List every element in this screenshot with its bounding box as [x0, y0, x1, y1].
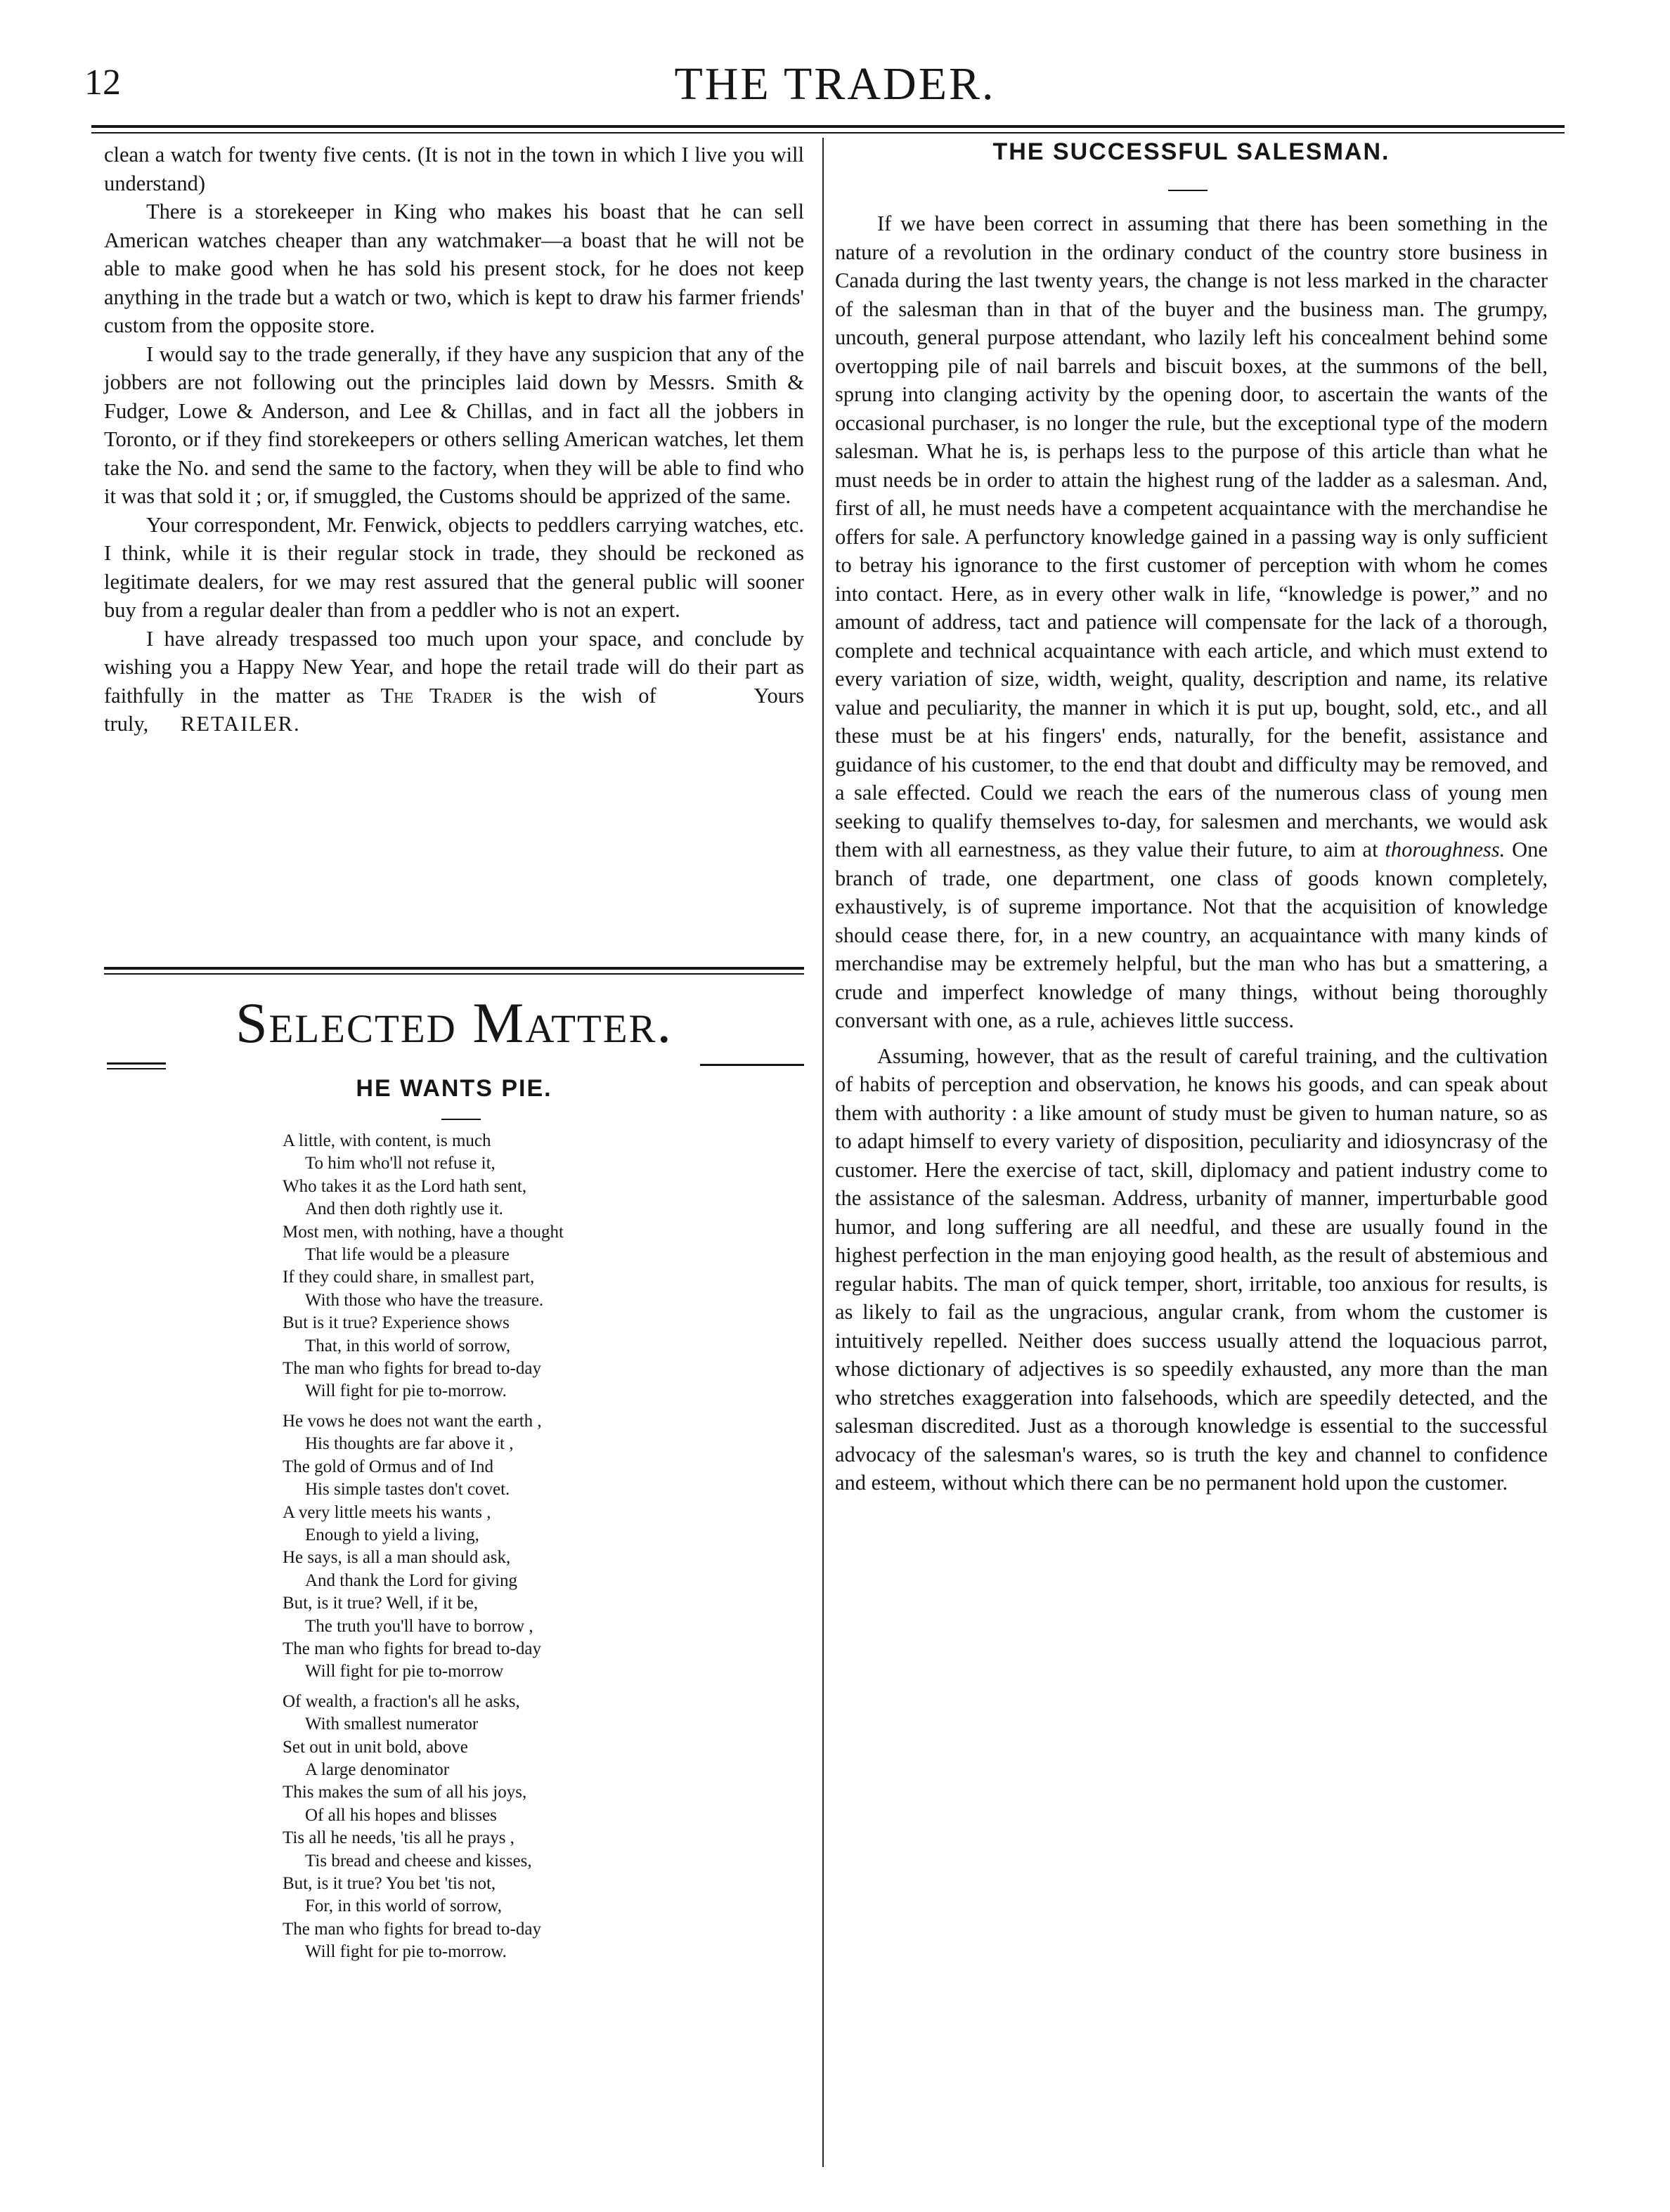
poem-line: Enough to yield a living, [305, 1525, 479, 1544]
header-rule [91, 125, 1565, 128]
letter-paragraph: I would say to the trade generally, if they have any suspicion that any of the jobbers are not following out the principles laid down by Messrs. Smith & Fudger, Lowe & Anderson, and Lee & Chillas, and in fact all the jobbers in Toronto, or if they find storekeepers or others selling American watches, let them take the No. and send the same to the factory, when they will be able to find who it was that sold it ; or, if smuggled, the Customs should be apprized of the same. [104, 341, 804, 508]
poem-line: With smallest numerator [305, 1715, 479, 1734]
poem-line: But is it true? Experience shows [283, 1313, 510, 1333]
title-rule [1168, 190, 1208, 191]
closing-yours: Yours truly, [104, 683, 805, 736]
poem-stanza [283, 1130, 775, 1403]
poem-stanza [283, 1691, 775, 1964]
poem-line: Will fight for pie to-morrow [305, 1662, 504, 1681]
poem-line: He says, is all a man should ask, [283, 1548, 511, 1568]
section-rule-thin [104, 973, 804, 975]
poem-line: For, in this world of sorrow, [305, 1897, 503, 1916]
closing-trader: The Trader [380, 683, 493, 708]
header-rule-thin [91, 132, 1565, 134]
poem-line: But, is it true? Well, if it be, [283, 1594, 479, 1613]
poem [283, 1130, 775, 1971]
poem-line: Will fight for pie to-morrow. [305, 1942, 507, 1962]
poem-line: Will fight for pie to-morrow. [305, 1381, 507, 1401]
closing-text: I have already trespassed too much upon your space, and conclude by wishing you a Happy New Year, and hope the retail trade will do their part as faithfully in the matter as [104, 626, 804, 708]
poem-line: The gold of Ormus and of Ind [283, 1457, 493, 1476]
signature: RETAILER. [181, 712, 301, 736]
page-number: 12 [84, 63, 121, 103]
selected-matter-heading: Selected Matter. [235, 991, 673, 1055]
poem-line: With those who have the treasure. [305, 1290, 544, 1310]
poem-line: His thoughts are far above it , [305, 1434, 514, 1454]
poem-line: And then doth rightly use it. [305, 1199, 503, 1219]
poem-line: That life would be a pleasure [305, 1245, 510, 1265]
poem-line: Who takes it as the Lord hath sent, [283, 1176, 527, 1196]
poem-line: Tis all he needs, 'tis all he prays , [283, 1828, 514, 1848]
poem-line: A little, with content, is much [283, 1131, 491, 1150]
poem-line: He vows he does not want the earth , [283, 1411, 542, 1431]
poem-line: And thank the Lord for giving [305, 1570, 518, 1590]
closing-tail: is the wish of [508, 683, 656, 708]
ornament-dash [107, 1062, 166, 1065]
letter-closing [104, 625, 804, 739]
column-divider [822, 138, 824, 2167]
title-rule [441, 1119, 481, 1120]
article-body [835, 209, 1548, 1497]
poem-line: The truth you'll have to borrow , [305, 1616, 533, 1636]
poem-line: This makes the sum of all his joys, [283, 1783, 527, 1802]
paragraph-text: If we have been correct in assuming that there has been something in the nature of a revolution in the ordinary conduct of the country store business in Canada during the last twenty years, the change is not less marked in the character of the salesman than in that of the buyer and the business man. The grumpy, uncouth, general purpose attendant, who lazily left his concealment behind some overtopping pile of nail barrels and biscuit boxes, at the summons of the bell, sprung into clanging activity by the opening door, to ascertain the wants of the occasional purchaser, is no longer the rule, but the exceptional type of the modern salesman. What he is, is perhaps less to the purpose of this article than what he must needs be in order to attain the highest rung of the ladder as a salesman. And, first of all, he must needs have a competent acquaintance with the merchandise he offers for sale. A perfunctory knowledge gained in a passing way is only sufficient to betray his ignorance to the first customer of perception with whom he comes into contact. Here, as in every other walk in life, “knowledge is power,” and no amount of address, tact and patience will compensate for the lack of a thorough, complete and technical acquaintance with each article, and which must extend to every variation of size, width, weight, quality, description and name, its relative value and peculiarity, the manner in which it is put up, bought, sold, etc., and all these must be at his fingers' ends, naturally, for the benefit, assistance and guidance of his customer, to the end that doubt and difficulty may be removed, and a sale effected. Could we reach the ears of the numerous class of young men seeking to qualify themselves to-day, for salesmen and merchants, we would ask them with all earnestness, as they value their future, to aim at [835, 212, 1548, 861]
section-rule [104, 967, 804, 970]
poem-line: That, in this world of sorrow, [305, 1336, 511, 1355]
poem-line: But, is it true? You bet 'tis not, [283, 1874, 496, 1893]
poem-line: Set out in unit bold, above [283, 1737, 468, 1757]
letter-paragraph: There is a storekeeper in King who makes his boast that he can sell American watches cheaper than any watchmaker—a boast that he will not be able to make good when he has sold his present stock, for he does not keep anything in the trade but a watch or two, which is kept to draw his farmer friends' custom from the opposite store. [104, 200, 804, 337]
masthead-title: THE TRADER. [674, 58, 996, 110]
poem-line: If they could share, in smallest part, [283, 1268, 535, 1287]
poem-line: Tis bread and cheese and kisses, [305, 1851, 532, 1871]
emphasis-text: thoroughness. [1385, 838, 1506, 861]
letter-paragraph: Your correspondent, Mr. Fenwick, objects to peddlers carrying watches, etc. I think, while it is their regular stock in trade, they should be reckoned as legitimate dealers, for we may rest assured that the general public will sooner buy from a regular dealer than from a peddler who is not an expert. [104, 512, 804, 622]
poem-line: Of all his hopes and blisses [305, 1805, 497, 1825]
ornament-dash [700, 1064, 804, 1066]
poem-line: Most men, with nothing, have a thought [283, 1222, 564, 1242]
paragraph-text: One branch of trade, one department, one class of goods known completely, exhaustively, is of supreme importance. Not that the acquisition of knowledge should cease there, for, in a new country, an acquaintance with many kinds of merchandise may be extremely helpful, but the man who has but a smattering, a crude and imperfect knowledge of many things, without being thoroughly conversant with one, as a rule, achieves little success. [835, 838, 1548, 1032]
poem-line: A large denominator [305, 1759, 450, 1779]
article-title: THE SUCCESSFUL SALESMAN. [992, 138, 1390, 165]
poem-line: To him who'll not refuse it, [305, 1154, 496, 1173]
poem-line: The man who fights for bread to-day [283, 1919, 541, 1939]
article-paragraph: Assuming, however, that as the result of careful training, and the cultivation of habits of perception and observation, he knows his goods, and can speak about them with authority : a like amount of study must be given to human nature, so as to adapt himself to every variety of disposition, peculiarity and idiosyncrasy of the customer. Here the exercise of tact, skill, diplomacy and patient industry come to the assistance of the salesman. Address, urbanity of manner, imperturbable good humor, and long suffering are all needful, and these are usually found in the highest perfection in the man enjoying good health, as the result of abstemious and regular habits. The man of quick temper, short, irritable, too anxious for results, is as likely to fail as the ungracious, angular crank, from whom the customer is intuitively repelled. Neither does success usually attend the loquacious parrot, whose dictionary of adjectives is so speedily exhausted, any more than the man who stretches exaggeration into falsehoods, which are speedily detected, and the salesman discredited. Just as a thorough knowledge is essential to the successful advocacy of the salesman's wares, so is truth the key and channel to confidence and esteem, without which there can be no permanent hold upon the customer. [835, 1043, 1548, 1495]
poem-line: His simple tastes don't covet. [305, 1480, 510, 1499]
poem-stanza [283, 1410, 775, 1684]
poem-line: The man who fights for bread to-day [283, 1359, 541, 1379]
poem-line: A very little meets his wants , [283, 1502, 491, 1522]
ornament-dash [107, 1068, 166, 1069]
poem-line: Of wealth, a fraction's all he asks, [283, 1691, 520, 1711]
article-paragraph [835, 209, 1548, 1035]
letter-column [104, 141, 804, 739]
poem-title: HE WANTS PIE. [356, 1075, 552, 1102]
letter-paragraph: clean a watch for twenty five cents. (It is not in the town in which I live you will understand) [104, 143, 804, 195]
poem-line: The man who fights for bread to-day [283, 1639, 541, 1658]
